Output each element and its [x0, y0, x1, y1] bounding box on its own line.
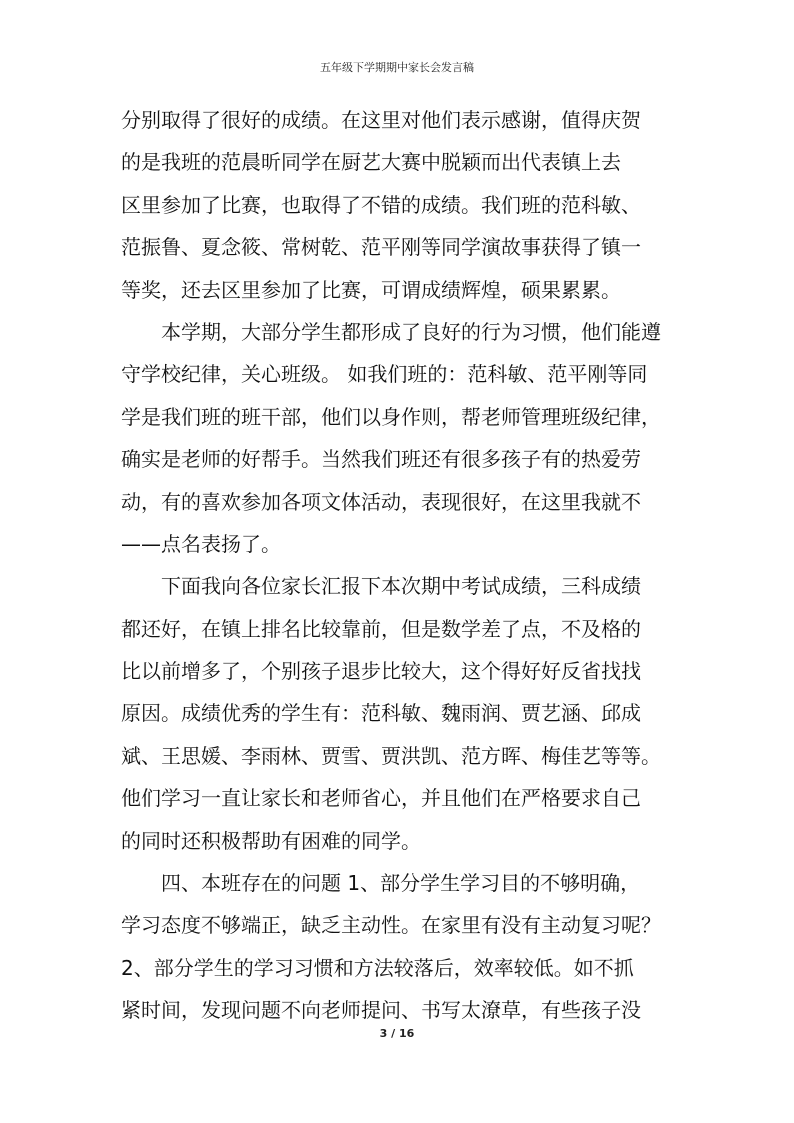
- text-line: 下面我向各位家长汇报下本次期中考试成绩，三科成绩: [121, 574, 641, 599]
- text-line: 守学校纪律，关心班级。 如我们班的：范科敏、范平刚等同: [121, 362, 648, 387]
- text-line: 学是我们班的班干部，他们以身作则，帮老师管理班级纪律，: [121, 404, 661, 429]
- text-line: 斌、王思媛、李雨林、贾雪、贾洪凯、范方晖、梅佳艺等等。: [121, 743, 661, 768]
- text-line: 比以前增多了，个别孩子退步比较大，这个得好好反省找找: [121, 659, 641, 684]
- text-line: 动，有的喜欢参加各项文体活动，表现很好，在这里我就不: [121, 489, 641, 514]
- text-line: 的同时还积极帮助有困难的同学。: [121, 828, 421, 853]
- text-line: ——点名表扬了。: [121, 531, 281, 556]
- text-line: 原因。成绩优秀的学生有：范科敏、魏雨润、贾艺涵、邱成: [121, 701, 641, 726]
- text-line: 的是我班的范晨昕同学在厨艺大赛中脱颖而出代表镇上去: [121, 150, 621, 175]
- text-line: 紧时间，发现问题不向老师提问、书写太潦草，有些孩子没: [121, 998, 641, 1023]
- page-number: 3 / 16: [379, 1027, 415, 1040]
- text-line: 确实是老师的好帮手。当然我们班还有很多孩子有的热爱劳: [121, 447, 641, 472]
- text-line: 等奖，还去区里参加了比赛，可谓成绩辉煌，硕果累累。: [121, 277, 621, 302]
- text-line: 分别取得了很好的成绩。在这里对他们表示感谢，值得庆贺: [121, 108, 641, 132]
- text-line: 范振鲁、夏念筱、常树乾、范平刚等同学演故事获得了镇一: [121, 235, 641, 260]
- text-line: 他们学习一直让家长和老师省心，并且他们在严格要求自己: [121, 786, 641, 811]
- text-line: 四、本班存在的问题 1、部分学生学习目的不够明确，: [121, 871, 641, 896]
- text-line: 2、部分学生的学习习惯和方法较落后，效率较低。如不抓: [121, 955, 634, 980]
- body-text: [121, 99, 681, 1032]
- text-line: 学习态度不够端正，缺乏主动性。在家里有没有主动复习呢？: [121, 913, 661, 938]
- page-header-title: 五年级下学期期中家长会发言稿: [320, 61, 474, 74]
- text-line: 区里参加了比赛，也取得了不错的成绩。我们班的范科敏、: [121, 192, 641, 217]
- text-line: 都还好，在镇上排名比较靠前，但是数学差了点，不及格的: [121, 616, 641, 641]
- text-line: 本学期，大部分学生都形成了良好的行为习惯，他们能遵: [121, 319, 661, 344]
